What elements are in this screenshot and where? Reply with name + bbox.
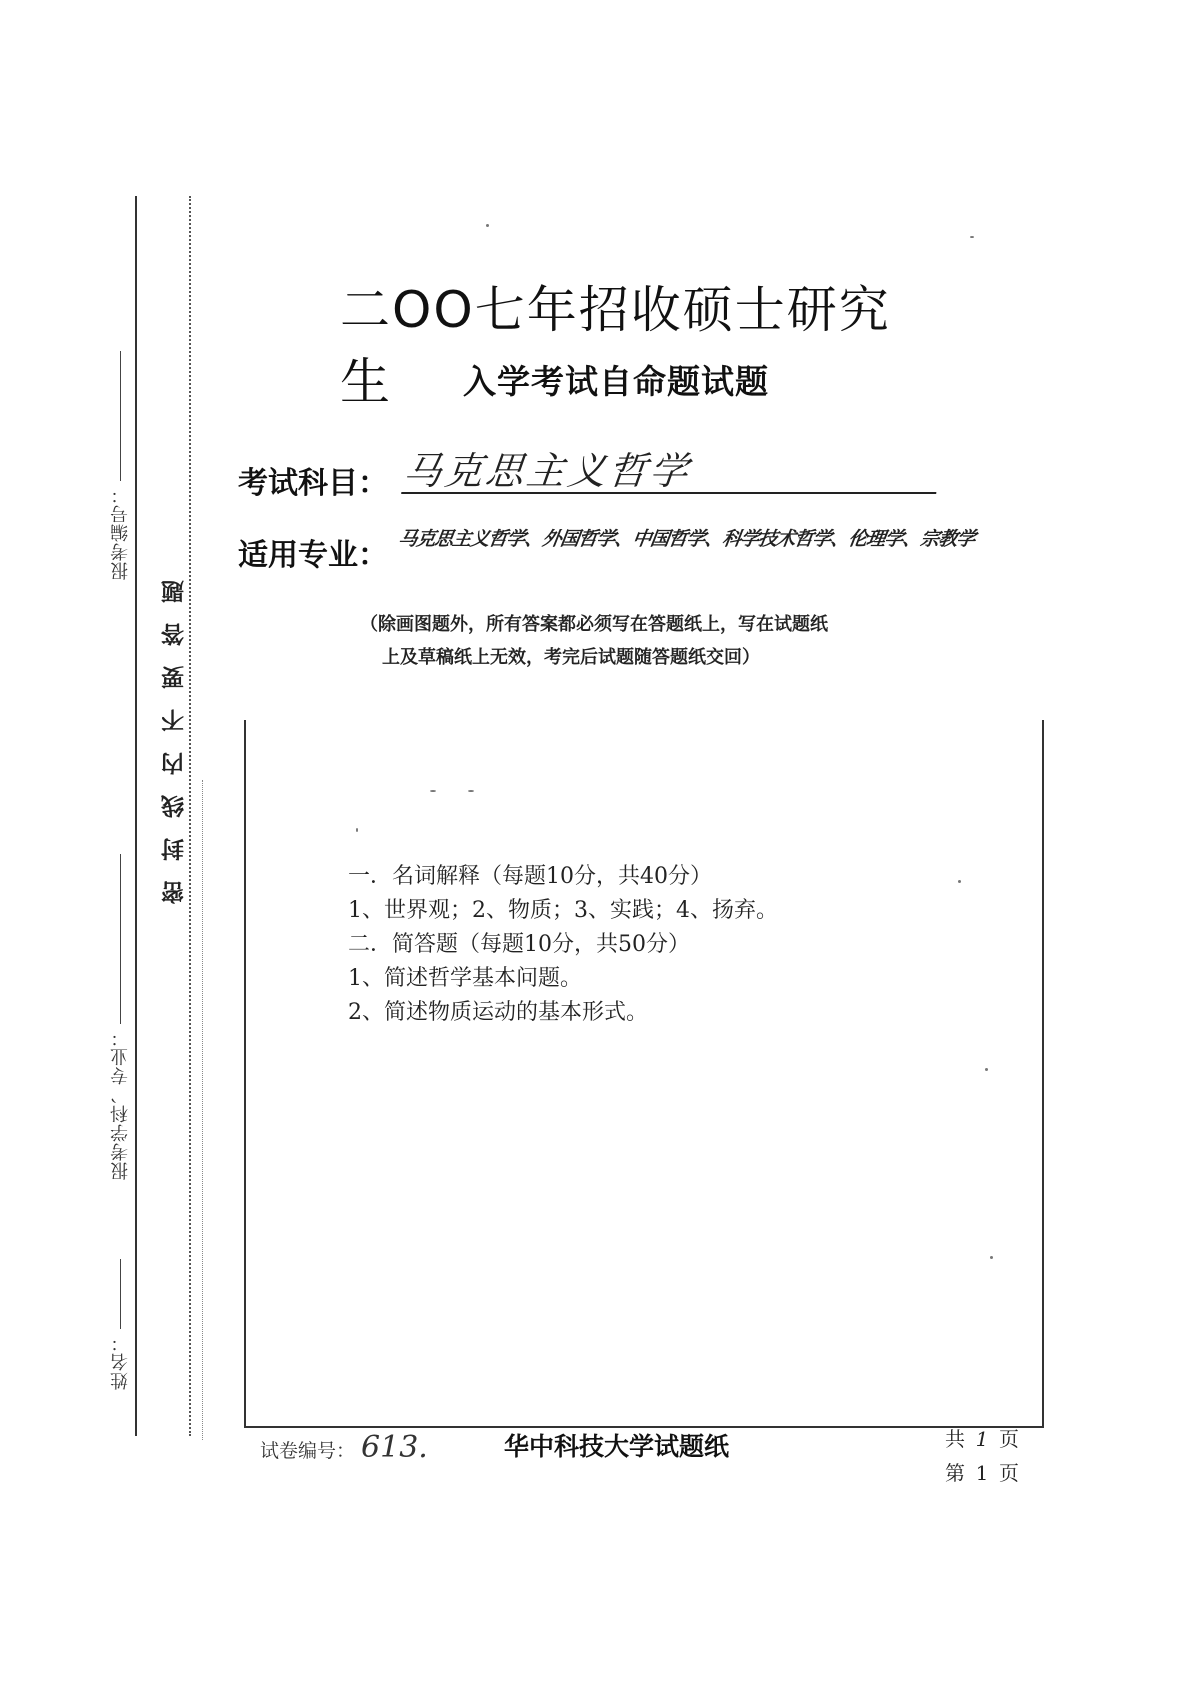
scan-speck <box>486 224 489 227</box>
current-page <box>945 1456 1019 1490</box>
question-line: 二．简答题（每题10分，共50分） <box>348 932 690 957</box>
question-line: 一．名词解释（每题10分，共40分） <box>348 864 712 889</box>
scan-speck <box>468 790 474 792</box>
scan-speck <box>356 828 358 832</box>
exam-number-field <box>108 280 134 580</box>
total-pages-value: 1 <box>975 1427 989 1451</box>
major-value: 马克思主义哲学、外国哲学、中国哲学、科学技术哲学、伦理学、宗教学 <box>396 528 976 550</box>
question-line: 1、世界观；2、物质；3、实践；4、扬弃。 <box>348 898 778 923</box>
question-line: 1、简述哲学基本问题。 <box>348 966 582 991</box>
instruction-note <box>360 608 960 674</box>
subject-major-label: 报考学科、专业： <box>110 1028 131 1180</box>
subject-label: 考试科目： <box>238 466 388 501</box>
total-pages <box>945 1422 1019 1456</box>
subject-value: 马克思主义哲学 <box>401 440 942 494</box>
scan-speck <box>430 790 436 792</box>
total-pages-suffix: 页 <box>999 1427 1019 1451</box>
page-title: 二OO七年招收硕士研究生 <box>340 281 891 411</box>
university-name: 华中科技大学试题纸 <box>504 1432 730 1461</box>
scan-speck <box>970 236 974 238</box>
binding-solid-line <box>135 196 137 1436</box>
exam-number-blank <box>121 351 122 481</box>
current-page-prefix: 第 <box>945 1461 965 1485</box>
question-box <box>244 720 1044 1428</box>
major-label: 适用专业： <box>238 538 388 573</box>
instruction-line-2: 上及草稿纸上无效，考完后试题随答题纸交回） <box>382 647 760 668</box>
subject-major-field <box>108 880 134 1180</box>
subject-major-blank <box>121 854 122 1024</box>
subject-row <box>238 458 388 502</box>
total-pages-prefix: 共 <box>945 1427 965 1451</box>
current-page-suffix: 页 <box>999 1461 1019 1485</box>
paper-code-label: 试卷编号： <box>260 1440 356 1462</box>
page-subtitle: 入学考试自命题试题 <box>463 362 769 401</box>
paper-code-value: 613. <box>361 1430 428 1465</box>
scan-speck <box>958 880 961 883</box>
page-count <box>945 1422 1019 1490</box>
name-field <box>108 1250 134 1390</box>
name-label: 姓名： <box>110 1333 131 1390</box>
scan-speck <box>990 1256 993 1259</box>
scan-speck <box>985 1068 988 1071</box>
current-page-value: 1 <box>975 1461 989 1485</box>
seal-line-notice: 密封线内不要答题 <box>162 560 188 904</box>
instruction-line-1: （除画图题外，所有答案都必须写在答题纸上，写在试题纸 <box>360 614 828 635</box>
question-list <box>348 860 778 1030</box>
binding-dotted-line-secondary <box>202 780 203 1440</box>
question-line: 2、简述物质运动的基本形式。 <box>348 1000 648 1025</box>
exam-number-label: 报考编号： <box>110 485 131 580</box>
paper-code <box>260 1430 428 1465</box>
major-row <box>238 530 388 574</box>
name-blank <box>121 1259 122 1329</box>
